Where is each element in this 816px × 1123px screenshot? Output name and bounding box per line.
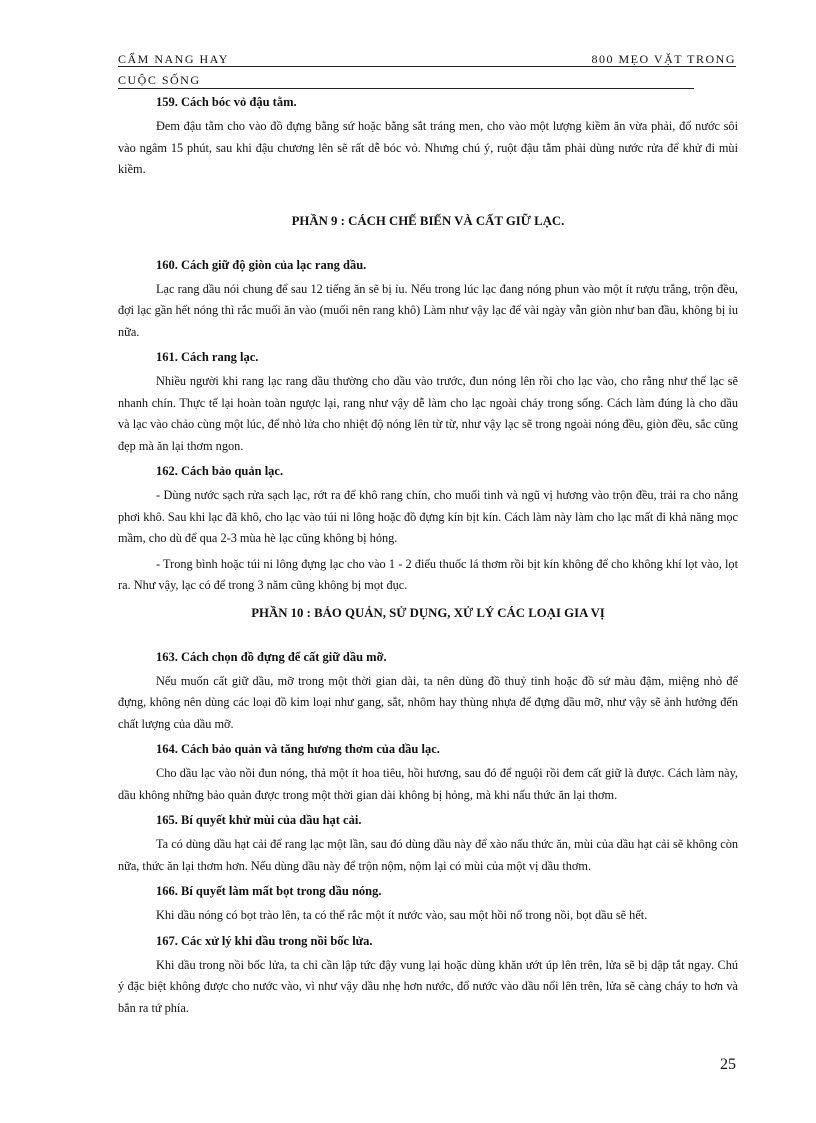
heading-164: 164. Cách bảo quản và tăng hương thơm của dầu lạc. xyxy=(156,742,440,756)
heading-160: 160. Cách giữ độ giòn của lạc rang dầu. xyxy=(156,257,367,272)
paragraph-163: Nếu muốn cất giữ dầu, mỡ trong một thời gian dài, ta nên dùng đồ thuỷ tinh hoặc đồ sứ màu đậm, miệng nhỏ để đựng, không nên dùng các loại đồ kim loại như gang, sắt, nhôm hay thùng nhựa để đựng dầu mỡ, như vậy sẽ ảnh hưởng đến chất lượng của dầu mỡ. xyxy=(118,673,738,731)
paragraph-162a: - Dùng nước sạch rửa sạch lạc, rớt ra để khô rang chín, cho muối tinh và ngũ vị hương vào trộn đều, trải ra cho nắng phơi khô. Sau khi lạc đã khô, cho lạc vào túi ni lông hoặc đồ đựng kín bịt kín. Cách làm này làm cho lạc mất đi khả năng mọc mầm, cho dù để qua 2-3 mùa hè lạc cũng không bị hỏng. xyxy=(118,488,738,545)
paragraph-159: Đem đậu tằm cho vào đồ đựng bằng sứ hoặc bằng sắt tráng men, cho vào một lượng kiềm ăn vừa phải, đổ nước sôi vào ngâm 15 phút, sau khi đậu chương lên sẽ rất dễ bóc vỏ. Nhưng chú ý, ruột đậu tằm phải dùng nước rửa để khử đi mùi kiềm. xyxy=(118,119,738,176)
paragraph-166: Khi dầu nóng có bọt trào lên, ta có thể rắc một ít nước vào, sau một hồi nổ trong nồi, bọt dầu sẽ hết. xyxy=(156,908,648,922)
paragraph-160: Lạc rang dầu nói chung để sau 12 tiếng ăn sẽ bị ỉu. Nếu trong lúc lạc đang nóng phun vào một ít rượu trắng, trộn đều, đợi lạc gần hết nóng thì rắc muối ăn vào (muối nên rang khô) Làm như vậy lạc để vài ngày vẫn giòn như ban đầu, không bị ỉu nữa. xyxy=(118,281,738,339)
header-title-continued: CUỘC SỐNG xyxy=(118,73,201,87)
paragraph-162b: - Trong bình hoặc túi ni lông đựng lạc cho vào 1 - 2 điếu thuốc lá thơm rồi bịt kín không để cho không khí lọt vào, lọt ra. Như vậy, lạc có để trong 3 năm cũng không bị mọt đục. xyxy=(118,556,738,592)
header-title-left: CẨM NANG HAY xyxy=(118,52,229,66)
heading-167: 167. Các xử lý khi dầu trong nồi bốc lửa. xyxy=(156,933,373,948)
paragraph-167: Khi dầu trong nồi bốc lửa, ta chỉ cần lập tức đậy vung lại hoặc dùng khăn ướt úp lên trên, lửa sẽ bị dập tắt ngay. Chú ý đặc biệt không được cho nước vào, vì như vậy dầu nhẹ hơn nước, đổ nước vào dầu nổi lên trên, lửa sẽ càng cháy to hơn và bắn ra tứ phía. xyxy=(118,957,738,1015)
header-rule-second xyxy=(118,88,694,89)
page-number: 25 xyxy=(720,1056,736,1073)
heading-163: 163. Cách chọn đồ đựng để cất giữ dầu mỡ. xyxy=(156,649,387,664)
header-rule xyxy=(118,66,736,67)
heading-162: 162. Cách bảo quản lạc. xyxy=(156,464,284,478)
heading-159: 159. Cách bóc vỏ đậu tằm. xyxy=(156,95,297,109)
header-title-right: 800 MẸO VẶT TRONG xyxy=(591,52,736,66)
paragraph-161: Nhiều người khi rang lạc rang dầu thường cho dầu vào trước, đun nóng lên rồi cho lạc vào, cho rằng như thế lạc sẽ nhanh chín. Thực tế lại hoàn toàn ngược lại, rang như vậy dễ làm cho lạc ngoài cháy trong sống. Cách làm đúng là cho dầu và lạc vào chảo cùng một lúc, để nhỏ lửa cho nhiệt độ nóng lên từ từ, như vậy lạc sẽ trong ngoài nóng đều, giòn đều, sắc cũng đẹp mà ăn lại thơm ngon. xyxy=(118,374,738,453)
paragraph-164: Cho dầu lạc vào nồi đun nóng, thả một ít hoa tiêu, hồi hương, sau đó để nguội rồi đem cất giữ là được. Cách làm này, dầu không những bảo quản được trong một thời gian dài không bị hỏng, mà khi nấu thức ăn lại thơm. xyxy=(118,766,738,802)
part-9-title: PHẦN 9 : CÁCH CHẾ BIẾN VÀ CẤT GIỮ LẠC. xyxy=(291,213,565,228)
paragraph-165: Ta có dùng dầu hạt cải để rang lạc một lần, sau đó dùng dầu này để xào nấu thức ăn, mùi của dầu hạt cải sẽ không còn nữa, thức ăn lại thơm hơn. Nếu dùng dầu này để trộn nộm, nộm lại có mùi của một vị dầu thơm. xyxy=(118,837,738,873)
heading-161: 161. Cách rang lạc. xyxy=(156,350,259,364)
heading-165: 165. Bí quyết khử mùi của dầu hạt cải. xyxy=(156,813,362,827)
page-content xyxy=(118,92,738,1023)
heading-166: 166. Bí quyết làm mất bọt trong dầu nóng. xyxy=(156,884,382,898)
part-10-title: PHẦN 10 : BẢO QUẢN, SỬ DỤNG, XỬ LÝ CÁC LOẠI GIA VỊ xyxy=(251,605,605,620)
